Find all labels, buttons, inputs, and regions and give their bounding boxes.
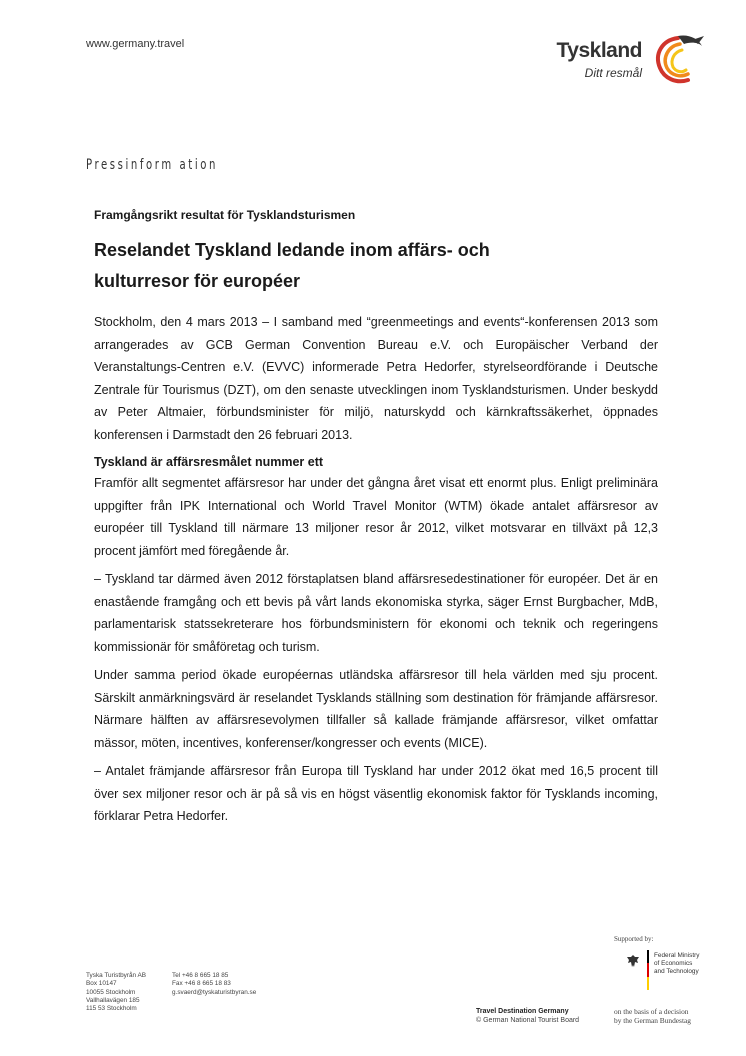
tdg-title <box>476 1008 579 1017</box>
url-text[interactable]: www.germany.travel <box>86 38 185 50</box>
paragraph-5: – Antalet främjande affärsresor från Europa till Tyskland har under 2012 ökat med 16,5 procent till över sex miljoner resor och är på så vis en högst väsentlig ekonomisk faktor för Tysklands incoming, förklarar Petra Hedorfer. <box>94 764 658 823</box>
headline-line-2: kulturresor för européer <box>94 271 301 291</box>
article-kicker: Framgångsrikt resultat för Tysklandsturismen <box>94 208 356 222</box>
headline-line-1: Reselandet Tyskland ledande inom affärs- och <box>94 240 490 260</box>
ministry-name: Federal Ministry of Economics and Technology <box>654 952 700 975</box>
paragraph-4: Under samma period ökade européernas utländska affärsresor till hela världen med sju procent. Särskilt anmärkningsvärd är reselandet Tysklands ställning som destination för främjande affärsresor. Närmare hälften av affärsresevolymen tillfaller så kallade främjande affärsresor, vilket omfattar mässor, möten, incentives, konferenser/kongresser och events (MICE). <box>94 668 658 750</box>
footer-contact: Tel +46 8 665 18 85 Fax +46 8 665 18 83 g.svaerd@tyskaturistbyran.se <box>172 972 257 996</box>
subheading: Tyskland är affärsresmålet nummer ett <box>94 455 324 469</box>
german-flag-bar <box>647 950 649 990</box>
paragraph-2: Framför allt segmentet affärsresor har under det gångna året visat ett enormt plus. Enligt preliminära uppgifter från IPK International och World Travel Monitor (WTM) ökade antalet affärsresor av européer till Tyskland till närmare 13 miljoner resor år 2012, vilket motsvarar en tillväxt på 12,3 procent jämfört med föregående år. <box>94 476 658 558</box>
tdg-title-text: Travel Destination Germany <box>476 1008 569 1015</box>
article-headline <box>94 235 658 297</box>
ministry-logo <box>626 950 716 990</box>
footer-tdg <box>476 1008 579 1025</box>
paragraph-1: Stockholm, den 4 mars 2013 – I samband med “greenmeetings and events“-konferensen 2013 som arrangerades av GCB German Convention Bureau e.V. och Europäischer Verband der Veranstaltungs-Centren e.V. (EVVC) informerade Petra Hedorfer, styrelseordförande i Deutsche Zentrale für Tourismus (DZT), om den senaste utvecklingen inom Tysklandsturismen. Under beskydd av Peter Altmaier, förbundsminister för miljö, naturskydd och kärnkraftssäkerhet, öppnades konferensen i Darmstadt den 26 februari 2013. <box>94 315 658 442</box>
footer-address: Tyska Turistbyrån AB Box 10147 10055 Stockholm Vallhallavägen 185 115 53 Stockholm <box>86 972 147 1013</box>
federal-eagle-icon <box>626 954 640 968</box>
bundestag-basis-note: on the basis of a decision by the German Bundestag <box>614 1007 691 1025</box>
swirl-logo-icon <box>648 30 708 90</box>
tdg-subtitle: © German National Tourist Board <box>476 1016 580 1024</box>
logo-title: Tyskland <box>556 39 642 62</box>
press-info-label: Pressinform ation <box>86 157 218 173</box>
article <box>94 208 658 834</box>
logo-subtitle: Ditt resmål <box>584 66 642 80</box>
paragraph-3: – Tyskland tar därmed även 2012 förstaplatsen bland affärsresedestinationer för européer. Det är en enastående framgång och ett bevis på vårt lands ekonomiska styrka, säger Ernst Burgbacher, MdB, parlamentarisk statssekreterare hos förbundsministern för ekonomi och teknik och regeringens kommissionär för småföretag och turism. <box>94 572 658 654</box>
tyskland-logo <box>540 26 710 92</box>
supported-by-label: Supported by: <box>614 935 654 943</box>
